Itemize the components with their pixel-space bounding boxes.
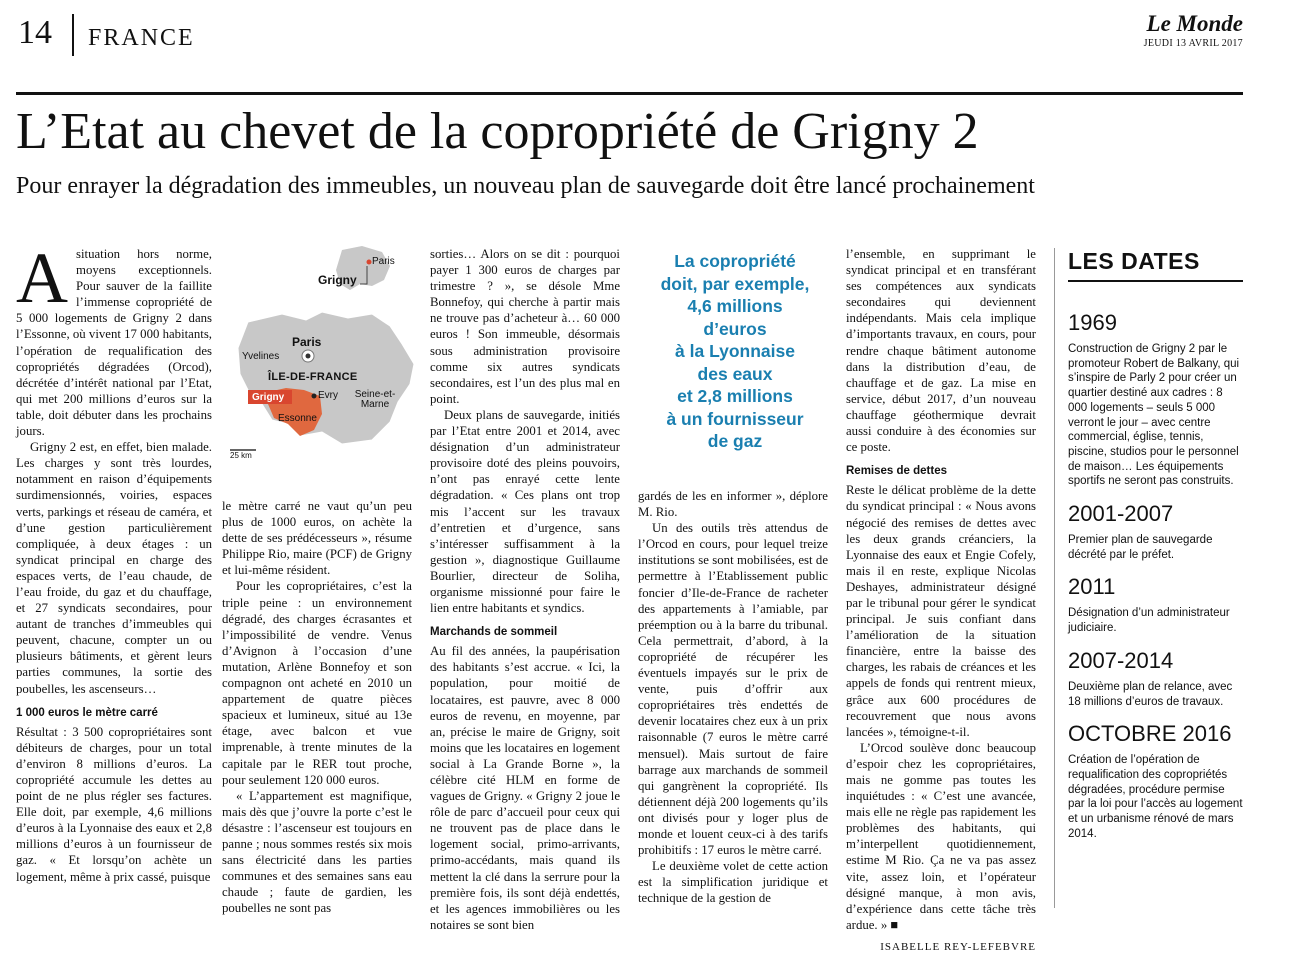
paragraph: gardés de les en informer », déplore M. Rio. bbox=[638, 489, 828, 520]
map-label-evry: Evry bbox=[318, 390, 338, 401]
paris-inset-dot bbox=[367, 260, 372, 265]
location-map bbox=[222, 244, 420, 462]
sidebar-title: LES DATES bbox=[1068, 248, 1200, 274]
pull-quote-line: La copropriété bbox=[674, 251, 796, 271]
evry-dot bbox=[312, 394, 317, 399]
timeline-item bbox=[1068, 310, 1244, 489]
map-label-essonne: Essonne bbox=[278, 413, 317, 424]
paragraph: Grigny 2 est, en effet, bien malade. Les charges y sont très lourdes, notamment en raison d’équipements surdimensionnés, voiries, espaces verts, parkings et réseau de caméra, et d’une gestion particulièrement compliquée, à deux étages : un syndicat principal en charge des espaces verts, de l’eau chaude, de l’eau froide, du gaz et du chauffage, et 27 syndicats secondaires, pour autant de tranches d’immeubles qui peuvent, chacune, compter un ou plusieurs bâtiments, et gèrent leurs parties communes, la sortie des poubelles, les ascenseurs… bbox=[16, 440, 212, 696]
article-column-5 bbox=[846, 246, 1036, 955]
paragraph: L’Orcod soulève donc beaucoup d’espoir chez les copropriétaires, mais ne gomme pas toutes les inquiétudes : « C’est une avancée, mais elle ne règle pas rapidement les problèmes des habitants, qui m’interpellent quotidiennement, estime M Rio. Ça ne va pas assez vite, assez loin, et l’opérateur désigné manque, à mon avis, d’expérience dans cette tâche très ardue. » ■ bbox=[846, 740, 1036, 932]
timeline-item bbox=[1068, 574, 1244, 635]
pull-quote-line: 4,6 millions bbox=[687, 296, 783, 316]
pull-quote bbox=[644, 250, 826, 453]
timeline-year: OCTOBRE 2016 bbox=[1068, 721, 1232, 747]
sidebar-divider bbox=[1054, 248, 1055, 908]
subheading: 1 000 euros le mètre carré bbox=[16, 706, 158, 719]
headline: L’Etat au chevet de la copropriété de Grigny 2 bbox=[16, 103, 979, 160]
article-column-2 bbox=[222, 498, 412, 916]
pull-quote-line: à un fournisseur bbox=[666, 408, 804, 429]
timeline-item bbox=[1068, 721, 1244, 841]
masthead-logo: Le Monde bbox=[1146, 11, 1243, 36]
map-label-grigny-inset: Grigny bbox=[318, 273, 357, 287]
paragraph: situation hors norme, moyens exceptionnels. Pour sauver de la faillite l’immense copropriété de 5 000 logements de Grigny 2 dans l’Essonne, où vivent 17 000 habitants, l’opération de requalification des copropriétés dégradées (Orcod), décrétée d’intérêt national par l’Etat, qui met 200 millions d’euros sur la table, doit débuter dans les prochains jours. bbox=[16, 247, 212, 439]
pull-quote-line: d’euros bbox=[703, 318, 767, 339]
timeline-text: Deuxième plan de relance, avec 18 millions d’euros de travaux. bbox=[1068, 680, 1233, 708]
byline: ISABELLE REY-LEFEBVRE bbox=[880, 940, 1036, 953]
pull-quote-line: et 2,8 millions bbox=[677, 386, 793, 406]
map-label-idf: ÎLE-DE-FRANCE bbox=[268, 371, 358, 383]
header-rule bbox=[16, 92, 1243, 95]
publication-date: JEUDI 13 AVRIL 2017 bbox=[1143, 38, 1243, 49]
header-divider bbox=[72, 14, 74, 56]
standfirst: Pour enrayer la dégradation des immeubles, un nouveau plan de sauvegarde doit être lancé prochainement bbox=[16, 173, 1035, 199]
drop-cap: A bbox=[16, 238, 68, 318]
paragraph: Au fil des années, la paupérisation des habitants s’est accrue. « Ici, la population, pour moitié de locataires, est pauvre, avec 8 000 euros de revenu, en moyenne, par an, précise le maire de Grigny, soit moins que les locataires en logement social à La Grande Borne », la célèbre cité HLM en forme de vagues de Grigny. « Grigny 2 joue le rôle de parc d’accueil pour ceux qui ne trouvent pas de place dans le logement social, primo-arrivants, primo-accédants, mais quand ils mettent la clé dans la serrure pour la première fois, ils sont déjà endettés, et les agences immobilières ou les notaires se sont bien bbox=[430, 644, 620, 932]
pull-quote-line: de gaz bbox=[707, 431, 763, 451]
timeline-text: Premier plan de sauvegarde décrété par le préfet. bbox=[1068, 534, 1213, 561]
paragraph: Reste le délicat problème de la dette du syndicat principal : « Nous avons négocié des remises de dettes avec les deux grands créanciers, la Lyonnaise des eaux et Engie Cofely, mais il en reste, explique Nicolas Deshayes, administrateur désigné par le tribunal pour gérer le syndicat principal. Je suis confiant dans l’amélioration de la situation financière, entre la baisse des charges, les rabais de créances et les appels de fonds qui rentrent mieux, grâce aux 600 procédures de recouvrement que nous avons lancées », témoigne-t-il. bbox=[846, 483, 1036, 739]
timeline bbox=[1068, 310, 1244, 853]
timeline-item bbox=[1068, 501, 1244, 562]
pull-quote-line: des eaux bbox=[697, 363, 773, 384]
sidebar-rule bbox=[1068, 280, 1243, 282]
pull-quote-line: à la Lyonnaise bbox=[675, 341, 795, 361]
map-label-paris: Paris bbox=[292, 335, 322, 349]
article-column-1 bbox=[16, 238, 212, 885]
paragraph: Pour les copropriétaires, c’est la triple peine : un environnement dégradé, des charges écrasantes et l’impossibilité de vendre. Venus d’Avignon à l’occasion d’une mutation, Arlène Bonnefoy et son compagnon ont acheté en 2010 un appartement de quatre pièces spacieux et lumineux, situé au 13e étage, avec balcon et vue imprenable, à trente minutes de la capitale par le RER tout proche, pour seulement 120 000 euros. bbox=[222, 579, 412, 787]
section-title: FRANCE bbox=[88, 25, 195, 51]
paragraph: Résultat : 3 500 copropriétaires sont débiteurs de charges, pour un total d’environ 8 millions d’euros. La copropriété accumule les dettes au point de ne plus régler ses factures. Elle doit, par exemple, 4,6 millions d’euros à la Lyonnaise des eaux et 2,8 millions d’euros à un fournisseur de gaz. « Et lorsqu’on achète un logement, même à prix cassé, puisque bbox=[16, 724, 212, 884]
map-label-grigny: Grigny bbox=[252, 392, 285, 403]
article-column-4 bbox=[638, 488, 828, 906]
timeline-year: 2011 bbox=[1068, 574, 1116, 600]
timeline-year: 2007-2014 bbox=[1068, 647, 1174, 673]
paragraph: sorties… Alors on se dit : pourquoi payer 1 300 euros de charges par trimestre ? », se désole Mme Bonnefoy, qui cherche à partir mais ne trouve pas d’acheteur à… 60 000 euros ! Son immeuble, désormais sous administration provisoire comme six autres syndicats secondaires, est l’un des plus mal en point. bbox=[430, 247, 620, 406]
paragraph: Un des outils très attendus de l’Orcod en cours, pour lequel treize institutions se sont mobilisées, est de permettre à l’Etablissement public foncier d’Ile-de-France de racheter des appartements à l’amiable, par préemption ou à la barre du tribunal. Cela permettrait, d’abord, à la copropriété de récupérer les éventuels impayés sur le prix de vente, puis d’offrir aux copropriétaires très endettés de devenir locataires chez eux à un prix raisonnable (7 euros le mètre carré mensuel). Mais surtout de faire barrage aux marchands de sommeil qui gangrènent la copropriété. Ils détiennent déjà 200 logements qu’ils ont divisés pour y loger plus de monde et louent ceux-ci à des tarifs prohibitifs : 17 euros le mètre carré. bbox=[638, 521, 828, 858]
timeline-text: Construction de Grigny 2 par le promoteur Robert de Balkany, qui s’inspire de Parly 2 pour créer un quartier destiné aux cadres : 8 000 logements – seuls 5 000 verront le jour – avec centre commercial, église, tennis, piscine, studios pour le personnel de maison… Les équipements sportifs ne seront pas construits. bbox=[1068, 343, 1240, 488]
page-number: 14 bbox=[18, 14, 52, 51]
paragraph: l’ensemble, en supprimant le syndicat principal et en transférant ses compétences aux syndicats secondaires qui deviennent indépendants. Mais cela implique d’importants travaux, en cours, pour rendre chaque bâtiment autonome dans la distribution d’eau, de chauffage et de gaz. La mise en service, début 2017, d’un nouveau chauffage géothermique devrait aussi conduire à des économies sur ce poste. bbox=[846, 247, 1036, 455]
subheading: Marchands de sommeil bbox=[430, 626, 558, 639]
map-label-seine-et-marne: Seine-et-Marne bbox=[354, 389, 396, 410]
article-column-3 bbox=[430, 246, 620, 933]
paragraph: le mètre carré ne vaut qu’un peu plus de 1000 euros, on achète la dette de ses prédécesseurs », résume Philippe Rio, maire (PCF) de Grigny et lui-même résident. bbox=[222, 499, 412, 578]
timeline-text: Désignation d’un administrateur judiciaire. bbox=[1068, 607, 1230, 635]
paragraph: Le deuxième volet de cette action est la simplification juridique et technique de la gestion de bbox=[638, 859, 828, 906]
timeline-year: 1969 bbox=[1068, 310, 1117, 335]
paragraph: Deux plans de sauvegarde, initiés par l’Etat entre 2001 et 2014, avec désignation d’un administrateur provisoire doté des pleins pouvoirs, n’ont pas enrayé cette lente dégradation. « Ces plans ont trop mis l’accent sur les travaux d’entretien et d’urgence, sans s’intéresser suffisamment à la gestion », diagnostique Guillaume Bourlier, directeur de Soliha, organisme missionné pour faire le lien entre habitants et syndics. bbox=[430, 407, 620, 616]
paragraph: « L’appartement est magnifique, mais dès que j’ouvre la porte c’est le désastre : l’ascenseur est toujours en panne ; nous sommes restés six mois sans électricité dans les parties communes et des semaines sans eau chaude ; faute de gardien, les poubelles ne sont pas bbox=[222, 788, 412, 916]
paris-dot bbox=[306, 354, 311, 359]
pull-quote-line: doit, par exemple, bbox=[660, 273, 810, 294]
map-label-paris-inset: Paris bbox=[372, 256, 395, 267]
subheading: Remises de dettes bbox=[846, 465, 947, 478]
timeline-year: 2001-2007 bbox=[1068, 501, 1174, 527]
timeline-item bbox=[1068, 648, 1244, 709]
map-scale-label: 25 km bbox=[230, 451, 252, 460]
timeline-text: Création de l’opération de requalification des copropriétés dégradées, procédure permise par la loi pour l’accès au logement et un urbanisme rénové de mars 2014. bbox=[1068, 754, 1243, 840]
map-label-yvelines: Yvelines bbox=[242, 351, 280, 362]
